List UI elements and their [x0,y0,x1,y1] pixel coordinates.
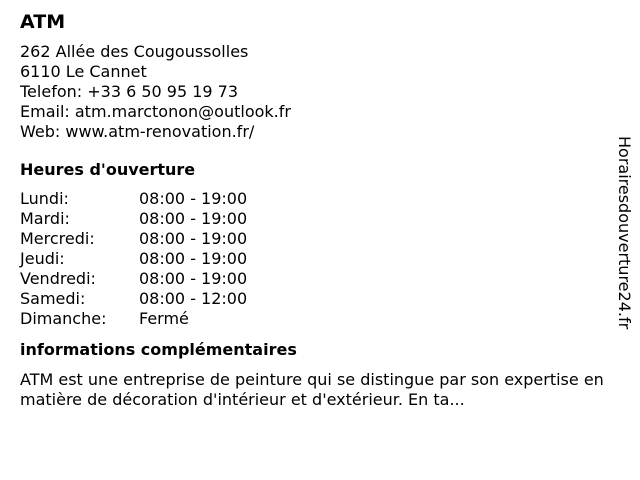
day-label: Vendredi: [20,269,96,288]
day-label: Dimanche: [20,309,107,328]
web-line[interactable]: Web: www.atm-renovation.fr/ [20,122,255,141]
opening-hours-table [20,189,600,329]
day-label: Jeudi: [20,249,65,268]
hours-row-friday [20,269,600,289]
business-name: ATM [20,11,66,33]
time-range: 08:00 - 19:00 [139,189,248,208]
hours-row-saturday [20,289,600,309]
time-range: 08:00 - 19:00 [139,229,248,248]
day-label: Samedi: [20,289,86,308]
phone-line[interactable]: Telefon: +33 6 50 95 19 73 [20,82,239,101]
additional-info-heading: informations complémentaires [20,340,297,359]
site-watermark: Horairesdouverture24.fr [615,136,634,330]
hours-row-wednesday [20,229,600,249]
time-range: 08:00 - 19:00 [139,269,248,288]
business-card [20,8,604,410]
day-label: Mercredi: [20,229,95,248]
hours-row-tuesday [20,209,600,229]
day-label: Lundi: [20,189,69,208]
hours-row-monday [20,189,600,209]
hours-row-sunday [20,309,600,329]
time-range: 08:00 - 19:00 [139,209,248,228]
contact-block [20,42,600,142]
address-line-2: 6110 Le Cannet [20,62,147,81]
email-line[interactable]: Email: atm.marctonon@outlook.fr [20,102,291,121]
address-line-1: 262 Allée des Cougoussolles [20,42,249,61]
day-label: Mardi: [20,209,70,228]
hours-row-thursday [20,249,600,269]
time-range: 08:00 - 12:00 [139,289,248,308]
additional-info-text: ATM est une entreprise de peinture qui se distingue par son expertise en matière de décoration d'intérieur et d'extérieur. En ta... [20,370,604,409]
time-range: Fermé [139,309,189,328]
opening-hours-heading: Heures d'ouverture [20,160,196,179]
time-range: 08:00 - 19:00 [139,249,248,268]
